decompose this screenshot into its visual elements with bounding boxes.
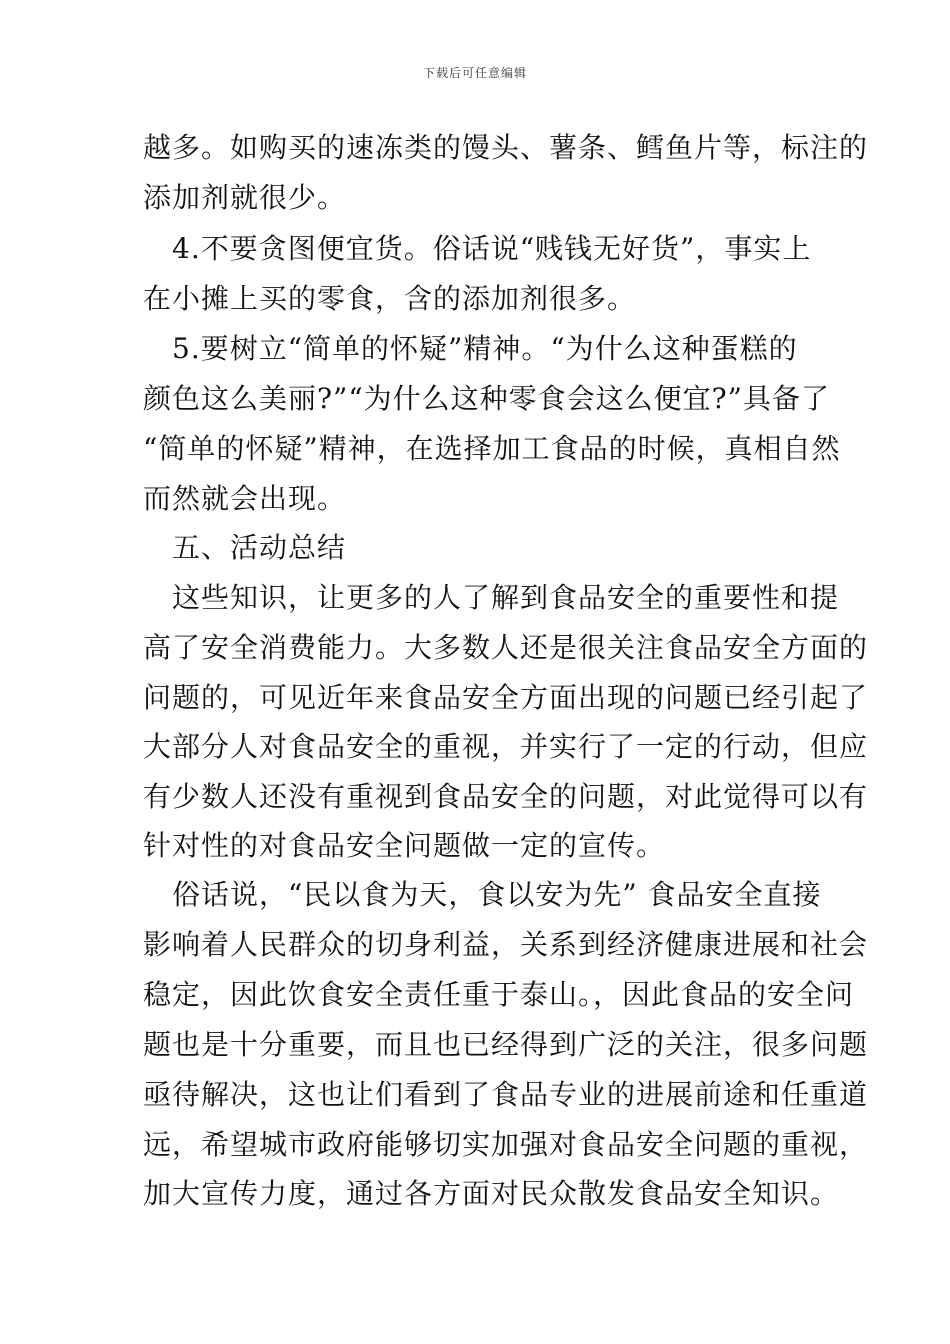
text-line: 颜色这么美丽?”“为什么这种零食会这么便宜?”具备了 — [143, 382, 830, 415]
text-line: 在小摊上买的零食，含的添加剂很多。 — [143, 282, 637, 315]
text-line: 影响着人民群众的切身利益，关系到经济健康进展和社会 — [143, 928, 869, 961]
text-line: 高了安全消费能力。大多数人还是很关注食品安全方面的 — [143, 631, 869, 664]
text-line: 而然就会出现。 — [143, 482, 347, 515]
text-line: 俗话说，“民以食为天，食以安为先” 食品安全直接 — [143, 878, 822, 911]
text-line: 加大宣传力度，通过各方面对民众散发食品安全知识。 — [143, 1177, 840, 1210]
text-line: 远，希望城市政府能够切实加强对食品安全问题的重视， — [143, 1128, 869, 1161]
text-line: “简单的怀疑”精神，在选择加工食品的时候，真相自然 — [143, 432, 841, 465]
text-line: 问题的，可见近年来食品安全方面出现的问题已经引起了 — [143, 681, 869, 714]
text-line: 这些知识，让更多的人了解到食品安全的重要性和提 — [143, 581, 840, 614]
text-line: 4.不要贪图便宜货。俗话说“贱钱无好货”，事实上 — [143, 232, 812, 265]
text-line: 越多。如购买的速冻类的馒头、薯条、鳕鱼片等，标注的 — [143, 131, 869, 164]
text-line: 稳定，因此饮食安全责任重于泰山。，因此食品的安全问 — [143, 978, 855, 1011]
text-line: 题也是十分重要，而且也已经得到广泛的关注，很多问题 — [143, 1028, 869, 1061]
text-line: 有少数人还没有重视到食品安全的问题，对此觉得可以有 — [143, 780, 869, 813]
page-header: 下载后可任意编辑 — [422, 66, 527, 80]
section-heading: 五、活动总结 — [143, 531, 347, 564]
text-line: 亟待解决，这也让们看到了食品专业的进展前途和任重道 — [143, 1078, 869, 1111]
text-line: 针对性的对食品安全问题做一定的宣传。 — [143, 829, 666, 862]
text-line: 添加剂就很少。 — [143, 181, 347, 214]
text-line: 5.要树立“简单的怀疑”精神。“为什么这种蛋糕的 — [143, 332, 798, 365]
text-line: 大部分人对食品安全的重视，并实行了一定的行动，但应 — [143, 730, 869, 763]
